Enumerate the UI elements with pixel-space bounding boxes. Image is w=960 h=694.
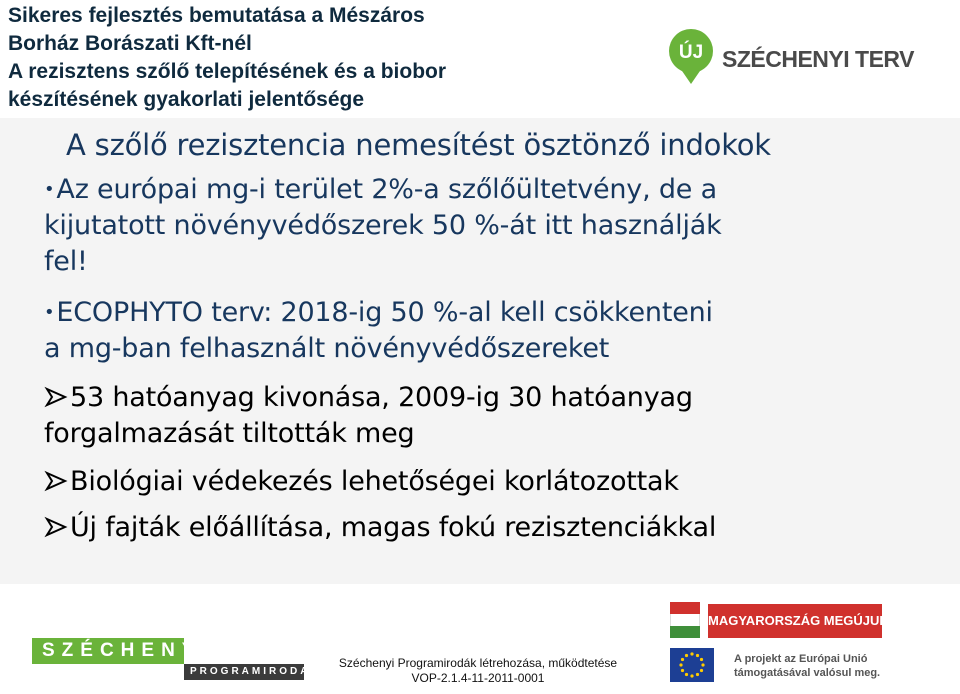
programiroda-logo-text: PROGRAMIRODA xyxy=(184,664,304,680)
bullet-line: Az európai mg-i terület 2%-a szőlőültetvény, de a xyxy=(56,174,717,205)
sub-item-line: Új fajták előállítása, magas fokú rezisztenciákkal xyxy=(70,512,717,543)
bullet-item xyxy=(44,172,924,280)
szechenyi-terv-logo xyxy=(664,22,924,100)
eu-support-line: A projekt az Európai Unió xyxy=(734,653,868,665)
sub-item-line: 53 hatóanyag kivonása, 2009-ig 30 hatóanyag xyxy=(70,382,693,413)
sub-item-line: forgalmazását tiltották meg xyxy=(44,418,415,449)
footer-line: Széchenyi Programirodák létrehozása, működtetése xyxy=(338,656,618,670)
bullet-line: ECOPHYTO terv: 2018-ig 50 %-al kell csökkenteni xyxy=(56,297,713,328)
bullet-marker: • xyxy=(44,302,55,323)
szechenyi-programiroda-logo xyxy=(32,638,311,682)
eu-support-line: támogatásával valósul meg. xyxy=(734,667,881,679)
sub-item xyxy=(44,510,924,546)
uj-badge-icon xyxy=(668,28,714,86)
bullet-marker: • xyxy=(44,179,55,200)
sub-item xyxy=(44,380,924,452)
szechenyi-terv-text: SZÉCHENYI TERV xyxy=(722,46,914,72)
header-title-line: A rezisztens szőlő telepítésének és a biobor xyxy=(8,60,447,83)
uj-badge-text: ÚJ xyxy=(678,42,704,63)
sub-item-line: Biológiai védekezés lehetőségei korlátozottak xyxy=(70,466,679,497)
slide-heading: A szőlő rezisztencia nemesítést ösztönző indokok xyxy=(66,128,771,162)
header-title-line: készítésének gyakorlati jelentősége xyxy=(8,88,365,111)
footer-line: VOP-2.1.4-11-2011-0001 xyxy=(411,671,545,685)
eu-support-text xyxy=(734,652,880,680)
header-title-line: Borház Borászati Kft-nél xyxy=(8,32,252,55)
footer-text xyxy=(300,656,656,686)
arrow-bullet-icon xyxy=(44,516,68,538)
sub-item xyxy=(44,464,924,500)
eu-flag-icon xyxy=(670,648,714,682)
magyarorszag-megujul-text: MAGYARORSZÁG MEGÚJUL xyxy=(708,604,882,638)
eu-logo xyxy=(670,646,882,690)
bullet-item xyxy=(44,295,924,367)
header-title xyxy=(8,2,648,114)
szechenyi-logo-text: SZÉCHENYI xyxy=(32,638,184,664)
bullet-line: kijutatott növényvédőszerek 50 %-át itt használják xyxy=(44,210,722,241)
arrow-bullet-icon xyxy=(44,470,68,492)
bullet-line: fel! xyxy=(44,246,88,277)
bullet-line: a mg-ban felhasznált növényvédőszereket xyxy=(44,333,610,364)
arrow-bullet-icon xyxy=(44,386,68,408)
hungarian-flag-icon xyxy=(670,602,700,638)
header-title-line: Sikeres fejlesztés bemutatása a Mészáros xyxy=(8,4,425,27)
magyarorszag-megujul-logo xyxy=(670,602,888,640)
